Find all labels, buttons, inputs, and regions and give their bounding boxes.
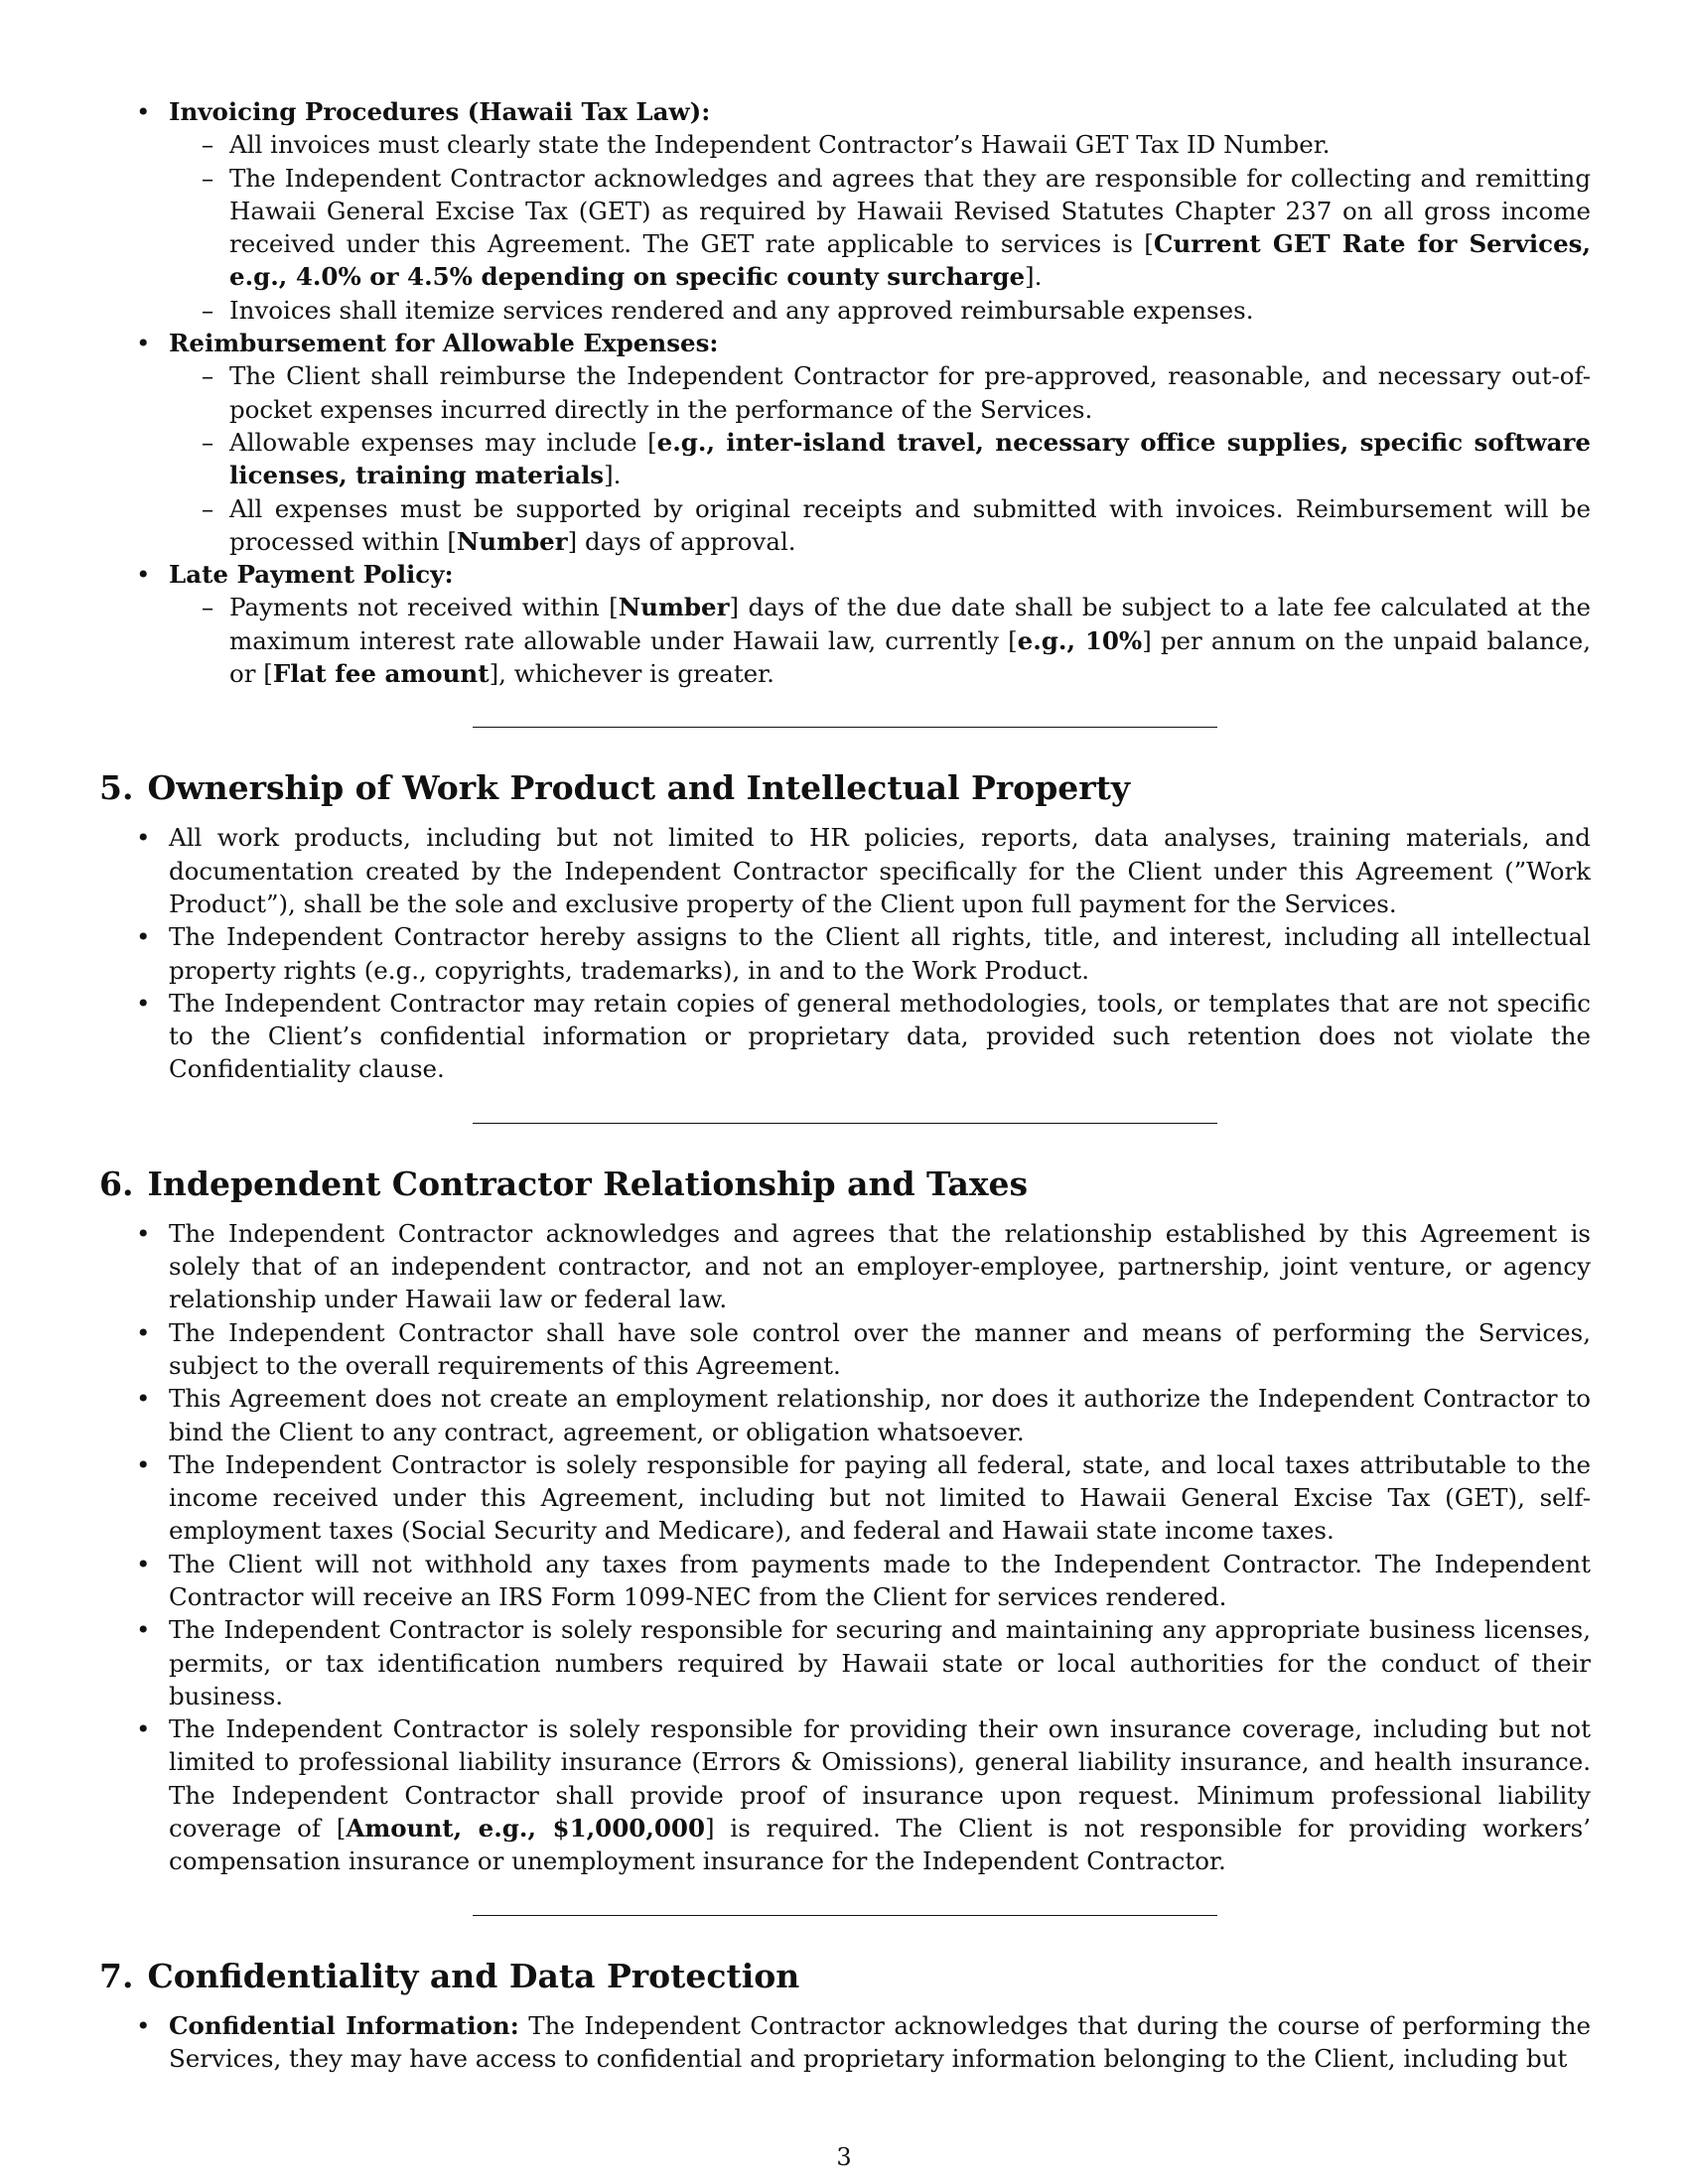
reimbursement-item (99, 327, 1591, 558)
reimbursement-title: Reimbursement for Allowable Expenses: (169, 329, 719, 358)
late-payment-text-2: ] days of the due date shall be subject to a late fee calculated at the maximum interest rate allowable under Hawaii law, currently [ (229, 593, 1591, 655)
invoicing-text-2: The Independent Contractor acknowledges and agrees that they are responsible for collecting and remitting Hawaii General Excise Tax (GET) as required by Hawaii Revised Statutes Chapter 237 on all gross income received under this Agreement. The GET rate applicable to services is [ (229, 163, 1591, 259)
list-item (99, 1217, 1591, 1316)
insurance-item (99, 1712, 1591, 1877)
payment-terms-list (99, 95, 1591, 690)
bullet: • (136, 922, 151, 952)
section-number: 5. (99, 768, 134, 808)
bullet: • (136, 1218, 151, 1248)
reimbursement-text-3: All expenses must be supported by original receipts and submitted with invoices. Reimbursement will be processed within [ (229, 493, 1591, 556)
invoicing-text-2-end: ]. (1025, 262, 1043, 292)
bullet: • (136, 1615, 151, 1645)
page-number: 3 (836, 2143, 852, 2171)
dash: – (201, 130, 214, 160)
dash: – (201, 493, 214, 523)
invoicing-text-3: Invoices shall itemize services rendered and any approved reimbursable expenses. (229, 295, 1254, 325)
list-item-text: The Independent Contractor is solely responsible for securing and maintaining any appropriate business licenses, permits, or tax identification numbers required by Hawaii state or local authorities for the conduct of their business. (169, 1615, 1591, 1710)
section-divider (473, 1123, 1217, 1124)
section-5-list (99, 821, 1591, 1085)
list-item (99, 1316, 1591, 1383)
late-payment-title: Late Payment Policy: (169, 560, 454, 590)
dash: – (201, 295, 214, 325)
bullet: • (136, 329, 151, 358)
list-item (99, 1382, 1591, 1448)
list-item-text: The Independent Contractor shall have sole control over the manner and means of performing the Services, subject to the overall requirements of this Agreement. (169, 1317, 1591, 1380)
list-item-text: The Client will not withhold any taxes from payments made to the Independent Contractor. The Independent Contractor will receive an IRS Form 1099-NEC from the Client for services rendered. (169, 1549, 1591, 1611)
reimbursement-subitem (169, 492, 1591, 559)
list-item (99, 1448, 1591, 1548)
list-item-text: The Independent Contractor hereby assigns to the Client all rights, title, and interest, including all intellectual property rights (e.g., copyrights, trademarks), in and to the Work Product. (169, 922, 1591, 985)
reimbursement-sublist (169, 359, 1591, 558)
confidential-info-item (99, 2009, 1591, 2076)
page-content (99, 95, 1591, 2075)
dash: – (201, 361, 214, 391)
flat-fee-placeholder: Flat fee amount (272, 659, 490, 689)
reimbursement-subitem (169, 359, 1591, 426)
bullet: • (136, 1384, 151, 1414)
list-item (99, 821, 1591, 920)
insurance-text-end: ] is required. The Client is not responsible for providing workers’ compensation insurance or unemployment insurance for the Independent Contractor. (169, 1814, 1591, 1876)
bullet: • (136, 988, 151, 1018)
section-7-heading (99, 1956, 1591, 1997)
bullet: • (136, 1549, 151, 1578)
list-item-text: This Agreement does not create an employment relationship, nor does it authorize the Independent Contractor to bind the Client to any contract, agreement, or obligation whatsoever. (169, 1384, 1591, 1446)
list-item-text: The Independent Contractor is solely responsible for paying all federal, state, and local taxes attributable to the income received under this Agreement, including but not limited to Hawaii General Excise Tax (GET), self-employment taxes (Social Security and Medicare), and federal and Hawaii state income taxes. (169, 1449, 1591, 1546)
list-item-text: All work products, including but not limited to HR policies, reports, data analyses, training materials, and documentation created by the Independent Contractor specifically for the Client under this Agreement (”Work Product”), shall be the sole and exclusive property of the Client upon full payment for the Services. (169, 823, 1591, 918)
late-payment-text-4: ], whichever is greater. (489, 659, 774, 689)
days-placeholder: Number (456, 526, 568, 556)
section-5-heading (99, 767, 1591, 809)
days-placeholder: Number (618, 593, 730, 622)
bullet: • (136, 2010, 151, 2040)
interest-rate-placeholder: e.g., 10% (1017, 625, 1143, 655)
reimbursement-text-1: The Client shall reimburse the Independent Contractor for pre-approved, reasonable, and necessary out-of-pocket expenses incurred directly in the performance of the Services. (229, 361, 1591, 424)
reimbursement-text-2-end: ]. (604, 461, 622, 490)
reimbursement-text-2: Allowable expenses may include [ (229, 427, 657, 457)
invoicing-item (99, 95, 1591, 327)
invoicing-subitem (169, 128, 1591, 161)
allowable-expenses-placeholder: e.g., inter-island travel, necessary office supplies, specific software licenses, training materials (229, 427, 1592, 490)
reimbursement-subitem (169, 426, 1591, 492)
invoicing-text-1: All invoices must clearly state the Independent Contractor’s Hawaii GET Tax ID Number. (229, 130, 1331, 160)
confidential-info-text: The Independent Contractor acknowledges that during the course of performing the Services, they may have access to confidential and proprietary information belonging to the Client, including but (169, 2010, 1591, 2073)
list-item (99, 987, 1591, 1086)
section-title: Independent Contractor Relationship and Taxes (147, 1163, 1029, 1203)
bullet: • (136, 1449, 151, 1479)
section-divider (473, 727, 1217, 728)
dash: – (201, 427, 214, 457)
late-payment-item (99, 558, 1591, 690)
invoicing-subitem (169, 294, 1591, 327)
bullet: • (136, 560, 151, 590)
section-number: 6. (99, 1163, 134, 1203)
invoicing-subitem (169, 162, 1591, 294)
list-item (99, 1548, 1591, 1614)
confidential-info-label: Confidential Information: (169, 2010, 519, 2040)
section-title: Ownership of Work Product and Intellectual Property (147, 768, 1131, 808)
bullet: • (136, 1714, 151, 1744)
coverage-amount-placeholder: Amount, e.g., $1,000,000 (346, 1814, 705, 1843)
list-item (99, 1613, 1591, 1712)
list-item-text: The Independent Contractor acknowledges and agrees that the relationship established by this Agreement is solely that of an independent contractor, and not an employer-employee, partnership, joint venture, or agency relationship under Hawaii law or federal law. (169, 1218, 1591, 1314)
section-divider (473, 1915, 1217, 1916)
section-number: 7. (99, 1956, 134, 1995)
invoicing-title: Invoicing Procedures (Hawaii Tax Law): (169, 97, 711, 126)
reimbursement-text-3-end: ] days of approval. (567, 526, 796, 556)
invoicing-sublist (169, 128, 1591, 327)
late-payment-subitem (169, 591, 1591, 690)
dash: – (201, 163, 214, 193)
insurance-text: The Independent Contractor is solely responsible for providing their own insurance coverage, including but not limited to professional liability insurance (Errors & Omissions), general liability insurance, and health insurance. The Independent Contractor shall provide proof of insurance upon request. Minimum professional liability coverage of [ (169, 1714, 1591, 1843)
section-7-list (99, 2009, 1591, 2076)
bullet: • (136, 1317, 151, 1347)
list-item-text: The Independent Contractor may retain copies of general methodologies, tools, or templates that are not specific to the Client’s confidential information or proprietary data, provided such retention does not violate the Confidentiality clause. (169, 988, 1591, 1084)
list-item (99, 920, 1591, 987)
section-6-list (99, 1217, 1591, 1878)
get-rate-placeholder: Current GET Rate for Services, e.g., 4.0% or 4.5% depending on specific county surcharge (229, 229, 1592, 292)
section-title: Confidentiality and Data Protection (147, 1956, 800, 1995)
bullet: • (136, 823, 151, 853)
late-payment-text-3: ] per annum on the unpaid balance, or [ (229, 625, 1591, 689)
late-payment-sublist (169, 591, 1591, 690)
section-6-heading (99, 1163, 1591, 1205)
bullet: • (136, 97, 151, 126)
dash: – (201, 593, 214, 622)
late-payment-text-1: Payments not received within [ (229, 593, 619, 622)
